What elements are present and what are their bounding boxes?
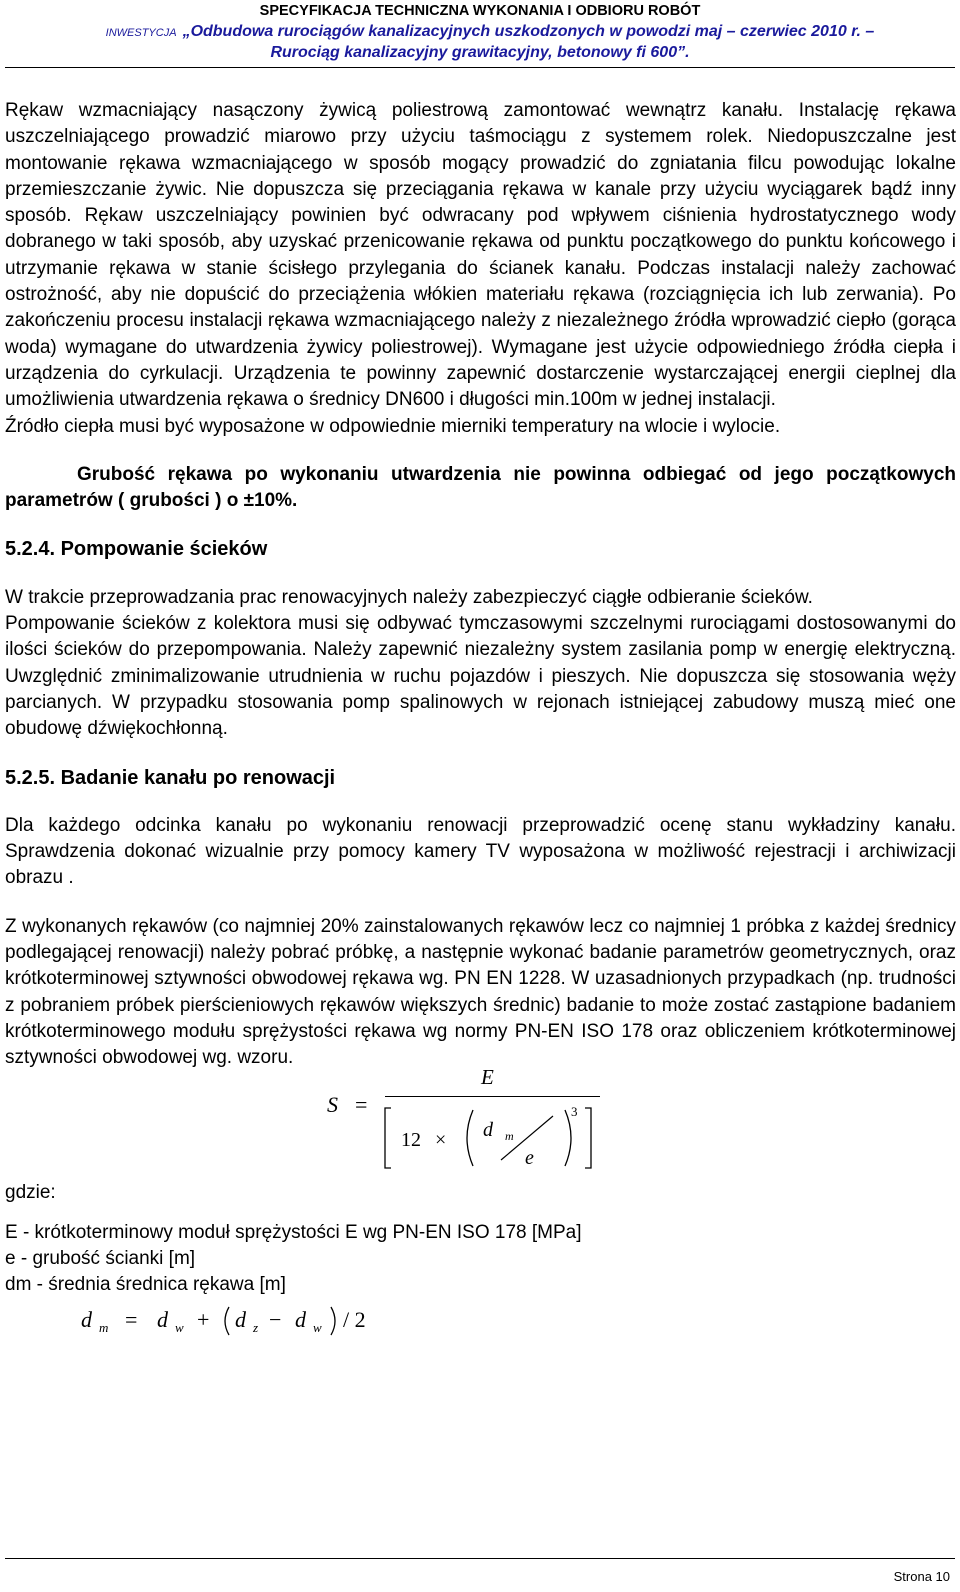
paragraph-thickness-tolerance: Grubość rękawa po wykonaniu utwardzenia nie powinna odbiegać od jego początkowych parametrów ( grubości ) o ±10%. <box>5 463 956 512</box>
formula-numerator: E <box>481 1064 494 1089</box>
footer-rule <box>5 1558 955 1559</box>
definition-dm: dm - średnia średnica rękawa [m] <box>5 1274 286 1296</box>
paragraph-inspection: Dla każdego odcinka kanału po wykonaniu renowacji przeprowadzić ocenę stanu wykładziny kanału. Sprawdzenia dokonać wizualnie przy pomocy kamery TV wyposażona w możliwość rejestracji i archiwizacji obrazu . <box>5 814 956 889</box>
header-rule <box>5 67 955 68</box>
inwestycja-label: INWESTYCJA <box>105 27 177 39</box>
f2-d3: d <box>235 1306 246 1332</box>
paragraph-installation: Rękaw wzmacniający nasączony żywicą poliestrową zamontować wewnątrz kanału. Instalację rękawa uszczelniającego prowadzić miarowo przy użyciu taśmociągu z systemem rolek. Niedopuszczalne jest montowanie rękawa wzmacniającego w sposób mogący prowadzić do zgniatania filcu powodując lokalne przemieszczanie żywic. Nie dopuszcza się przeciągania rękawa w kanale przy użyciu wyciągarek bądź inny sposób. Rękaw uszczelniający powinien być odwracany pod wpływem ciśnienia hydrostatycznego wody dobranego w taki sposób, aby uzyskać przenicowanie rękawa od punktu początkowego do punktu końcowego i utrzymanie rękawa w stanie ścisłego przylegania do ścianek kanału. Podczas instalacji należy zachować ostrożność, aby nie dopuścić do przeciążenia włókien materiału rękawa (rozciągnięcia ich lub zerwania). Po zakończeniu procesu instalacji rękawa wzmacniającego należy z niezależnego źródła wprowadzić ciepło (gorąca woda) wymagane do utwardzenia żywicy poliestrowej). Wymagane jest użycie odpowiedniego źródła ciepła i urządzenia do cyrkulacji. Urządzenia te powinny zapewnić dostarczenie wystarczającej energii cieplnej dla umożliwienia utwardzenia rękawa o średnicy DN600 i długości min.100m w jednej instalacji. <box>5 100 956 411</box>
formula-denominator <box>383 1102 603 1174</box>
mean-diameter-formula <box>79 1299 409 1339</box>
project-name-1: „Odbudowa rurociągów kanalizacyjnych uszkodzonych w powodzi maj – czerwiec 2010 r. – <box>182 23 875 40</box>
formula-equals: = <box>355 1091 368 1117</box>
f2-z: z <box>253 1319 259 1335</box>
paragraph-heat-source: Źródło ciepła musi być wyposażone w odpowiednie mierniki temperatury na wlocie i wylocie. <box>5 415 781 437</box>
f2-d4: d <box>295 1306 306 1332</box>
paragraph-sampling: Z wykonanych rękawów (co najmniej 20% zainstalowanych rękawów lecz co najmniej 1 próbka z każdej średnicy podlegającej renowacji) należy pobrać próbkę, a następnie wykonać badanie parametrów geometrycznych, oraz krótkoterminowej sztywności obwodowej rękawa wg. PN EN 1228. W uzasadnionych przypadkach (np. trudności z pobraniem próbek pierścieniowych rękawów większych średnic) badanie to może zostać zastąpione badaniem krótkoterminowego modułu sprężystości rękawa wg normy PN-EN ISO 178 oraz obliczeniem krótkoterminowej sztywności obwodowej wg. wzoru. <box>5 915 956 1069</box>
f2-m: m <box>99 1319 109 1335</box>
formula-m-sub: m <box>505 1128 514 1143</box>
page-number: Strona 10 <box>893 1569 950 1584</box>
section-heading-pumping: 5.2.4. Pompowanie ścieków <box>5 538 268 561</box>
f2-div: / 2 <box>343 1306 366 1332</box>
formula-coef: 12 <box>401 1128 421 1151</box>
document-body <box>5 98 956 1347</box>
f2-d: d <box>81 1306 92 1332</box>
formula-exponent: 3 <box>571 1103 578 1119</box>
formula-times: × <box>435 1128 447 1151</box>
definition-e: e - grubość ścianki [m] <box>5 1248 196 1270</box>
formula-d: d <box>483 1118 493 1141</box>
f2-minus: − <box>269 1306 282 1332</box>
stiffness-formula <box>5 1064 956 1180</box>
fraction-bar <box>385 1096 600 1097</box>
formula-e: e <box>525 1146 534 1169</box>
f2-d2: d <box>157 1306 168 1332</box>
f2-eq: = <box>125 1306 138 1332</box>
header-title: SPECYFIKACJA TECHNICZNA WYKONANIA I ODBIORU ROBÓT <box>259 3 701 19</box>
formula-lhs: S <box>327 1091 338 1117</box>
paragraph-pumping-intro: W trakcie przeprowadzania prac renowacyjnych należy zabezpieczyć ciągłe odbieranie ścieków. <box>5 586 813 608</box>
definition-E: E - krótkoterminowy moduł sprężystości E wg PN-EN ISO 178 [MPa] <box>5 1221 582 1243</box>
section-heading-inspection: 5.2.5. Badanie kanału po renowacji <box>5 766 336 789</box>
paragraph-pumping-details: Pompowanie ścieków z kolektora musi się odbywać tymczasowymi szczelnymi rurociągami dostosowanymi do ilości ścieków do przepompowania. Należy zapewnić niezależny system zasilania pomp w energię elektryczną. Uwzględnić zminimalizowanie utrudnienia w ruchu pojazdów i pieszych. Nie dopuszcza się stosowania węży parcianych. W przypadku stosowania pomp spalinowych w rejonach istniejącej zabudowy muszą mieć one obudowę dźwiękochłonną. <box>5 613 956 740</box>
f2-plus: + <box>197 1306 210 1332</box>
f2-w: w <box>175 1319 184 1335</box>
header-project-line2: Rurociąg kanalizacyjny grawitacyjny, betonowy fi 600”. <box>270 44 690 61</box>
f2-w2: w <box>313 1319 322 1335</box>
header-project-line1 <box>30 23 950 41</box>
definitions-intro: gdzie: <box>5 1181 56 1203</box>
